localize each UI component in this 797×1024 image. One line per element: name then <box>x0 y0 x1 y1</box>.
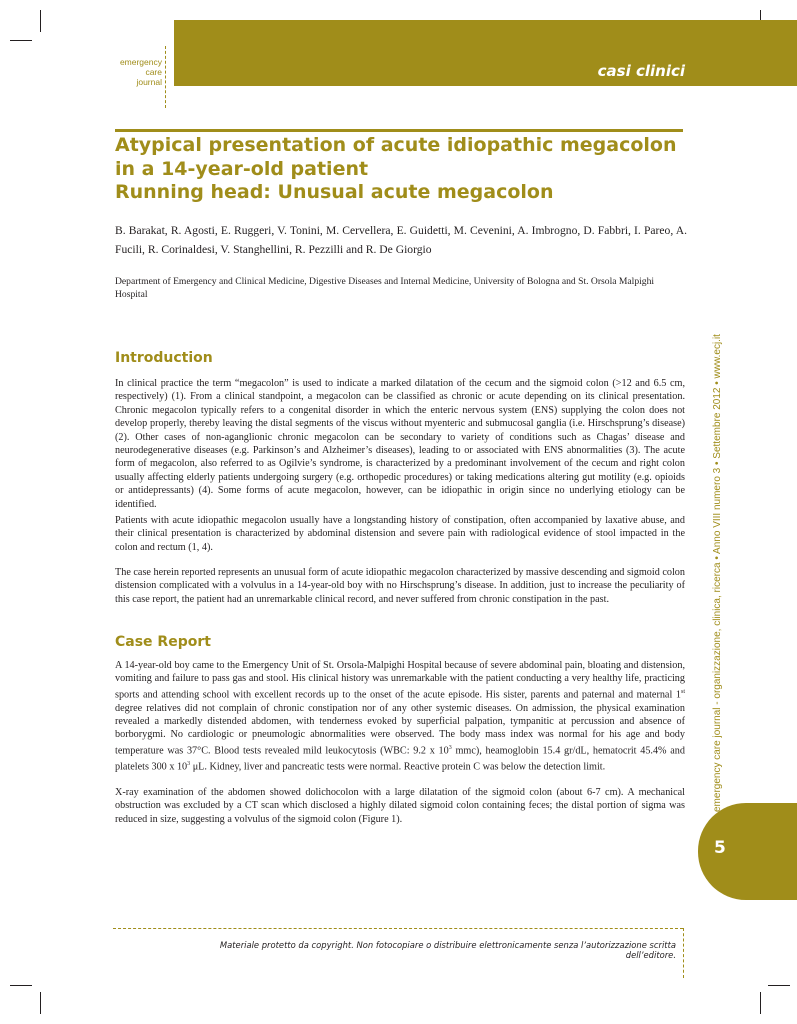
article-title <box>115 134 695 205</box>
journal-side-text: emergency care journal - organizzazione, clinica, ricerca • Anno VIII numero 3 • Settembre 2012 • www.ecj.it <box>712 334 723 812</box>
superscript: 3 <box>448 744 452 751</box>
author-list: B. Barakat, R. Agosti, E. Ruggeri, V. Tonini, M. Cervellera, E. Guidetti, M. Cevenini, A. Imbrogno, D. Fabbri, I. Pareo, A. Fucili, R. Corinaldesi, V. Stanghellini, R. Pezzilli and R. De Giorgio <box>115 224 687 256</box>
logo-line: emergency <box>119 57 162 67</box>
intro-heading: Introduction <box>115 350 213 366</box>
logo-divider <box>165 46 166 108</box>
intro-paragraph: In clinical practice the term “megacolon” is used to indicate a marked dilatation of the cecum and the sigmoid colon (>12 and 6.5 cm, respectively) (1). From a clinical standpoint, a megacolon can be classified as chronic or acute depending on its clinical presentation. Chronic megacolon typically refers to a congenital disorder in which the enteric nervous system (ENS) supplying the colon does not develop properly, thereby leaving the distal segments of the viscus without myenteric and submucosal ganglia (i.e. Hirschsprung’s disease) (2). Other cases of non-aganglionic chronic megacolon can be secondary to variety of conditions such as Chagas’ disease and neurodegenerative diseases (e.g. Parkinson’s and Alzheimer’s diseases), leading to or associated with ENS abnormalities (3). The acute form of megacolon, also referred to as Ogilvie’s syndrome, is characterized by a predominant involvement of the cecum and right colon usually affecting elderly patients undergoing surgery (e.g. orthopedic procedures) or taking medications altering gut motility (e.g. opioids or antidepressants) (4). Some forms of acute megacolon, however, can be idiopathic in origin since no underlying etiology can be identified. <box>115 378 685 510</box>
text-run: mmc), heamoglobin 15.4 gr/dL, hematocrit 45.4% and platelets 300 x 10 <box>115 745 685 773</box>
crop-mark <box>40 10 41 32</box>
case-heading: Case Report <box>115 634 211 650</box>
running-head: Running head: Unusual acute megacolon <box>115 181 554 203</box>
crop-mark <box>10 40 32 41</box>
copyright-notice: Materiale protetto da copyright. Non fotocopiare o distribuire elettronicamente senza l’autorizzazione scritta dell’editore. <box>219 940 676 960</box>
page-number-tab <box>698 803 797 900</box>
case-paragraph <box>115 659 685 773</box>
intro-paragraph: The case herein reported represents an unusual form of acute idiopathic megacolon characterized by massive descending and sigmoid colon distension complicated with a volvulus in a 14-year-old boy with no Hirschsprung’s disease. In addition, just to increase the peculiarity of this case report, the patient had an unremarkable clinical record, and never suffered from chronic constipation in the past. <box>115 567 685 605</box>
affiliation: Department of Emergency and Clinical Medicine, Digestive Diseases and Internal Medicine, University of Bologna and St. Orsola Malpighi Hospital <box>115 276 655 300</box>
section-banner <box>174 20 797 86</box>
text-run: A 14-year-old boy came to the Emergency Unit of St. Orsola-Malpighi Hospital because of severe abdominal pain, bloating and distension, vomiting and failure to pass gas and stool. His clinical history was unremarkable with the patient conducting a very healthy life, practicing sports and attending school with excellent records up to the onset of the acute episode. His sister, parents and paternal and maternal 1 <box>115 660 685 701</box>
text-run: μL. Kidney, liver and pancreatic tests were normal. Reactive protein C was below the detection limit. <box>190 761 606 773</box>
crop-mark <box>40 992 41 1014</box>
title-line: Atypical presentation of acute idiopathic megacolon <box>115 134 677 156</box>
title-line: in a 14-year-old patient <box>115 157 369 180</box>
case-paragraph: X-ray examination of the abdomen showed dolichocolon with a large dilatation of the sigmoid colon (about 6-7 cm). A mechanical obstruction was excluded by a CT scan which disclosed a highly dilated sigmoid colon containing feces; the distal portion of sigma was reduced in size, suggesting a volvulus of the sigmoid colon (Figure 1). <box>115 787 685 825</box>
intro-paragraph: Patients with acute idiopathic megacolon usually have a longstanding history of constipation, often accompanied by laxative abuse, and their clinical presentation is characterized by abdominal distension and severe pain with radiological evidence of stool impacted in the colon and rectum (1, 4). <box>115 515 685 553</box>
superscript: st <box>680 688 685 695</box>
logo-line: journal <box>136 77 162 87</box>
footer-divider <box>113 928 683 929</box>
banner-rule <box>174 86 797 88</box>
crop-mark <box>760 992 761 1014</box>
title-rule <box>115 129 683 132</box>
page-number: 5 <box>714 838 726 858</box>
text-run: degree relatives did not complain of chronic constipation nor of any other systemic diseases. On admission, the physical examination revealed a markedly distended abdomen, with tenderness evoked by superficial palpation, tympanitic at percussion and absence of borborygmi. No cardiologic or pneumologic abnormalities were observed. The body mass index was normal for his age and body temperature was 37°C. Blood tests revealed mild leukocytosis (WBC: 9.2 x 10 <box>115 702 685 757</box>
superscript: 3 <box>187 760 191 767</box>
journal-logo <box>100 57 162 87</box>
section-label: casi clinici <box>597 62 685 80</box>
logo-line: care <box>145 67 162 77</box>
crop-mark <box>10 985 32 986</box>
footer-divider-vertical <box>683 928 684 978</box>
crop-mark <box>768 985 790 986</box>
